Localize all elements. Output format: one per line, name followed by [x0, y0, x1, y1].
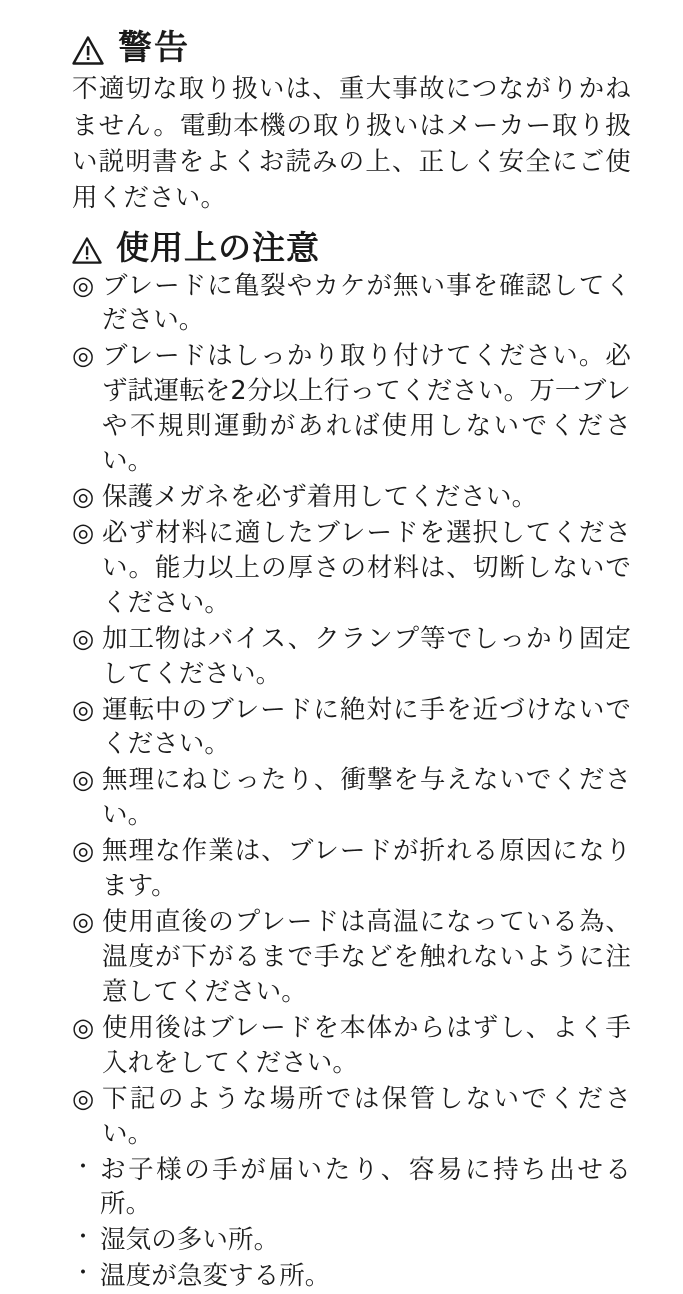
list-item	[72, 1259, 631, 1294]
list-marker: ◎	[72, 834, 94, 869]
list-marker: ◎	[72, 480, 94, 515]
list-marker: ◎	[72, 1082, 94, 1117]
list-item	[72, 1153, 631, 1223]
list-item-text: 使用後はブレードを本体からはずし、よく手入れをしてください。	[102, 1013, 631, 1078]
list-item	[72, 693, 631, 763]
caution-heading	[72, 230, 631, 266]
list-item-text: 加工物はバイス、クランプ等でしっかり固定してください。	[102, 624, 631, 689]
list-marker: ◎	[72, 269, 94, 304]
list-item	[72, 1011, 631, 1081]
warning-triangle-icon	[72, 36, 104, 65]
list-item	[72, 480, 631, 515]
warning-title: 警告	[118, 30, 190, 67]
list-item-text: ブレードに亀裂やカケが無い事を確認してください。	[102, 271, 631, 336]
list-item	[72, 622, 631, 692]
list-item-text: 使用直後のプレードは高温になっている為、温度が下がるまで手などを触れないように注意してください。	[102, 907, 631, 1007]
list-item	[72, 339, 631, 479]
list-item-text: 必ず材料に適したブレードを選択してください。能力以上の厚さの材料は、切断しないでください。	[102, 518, 631, 618]
list-item-text: 運転中のブレードに絶対に手を近づけないでください。	[102, 695, 631, 760]
warning-triangle-icon	[72, 237, 102, 264]
list-marker: ・	[72, 1153, 94, 1183]
list-item	[72, 763, 631, 833]
list-marker: ◎	[72, 693, 94, 728]
list-item	[72, 269, 631, 339]
list-item-text: 無理な作業は、ブレードが折れる原因になります。	[102, 836, 631, 901]
list-item-text: 無理にねじったり、衝撃を与えないでください。	[102, 765, 631, 830]
list-marker: ◎	[72, 516, 94, 551]
list-marker: ◎	[72, 905, 94, 940]
list-item	[72, 1082, 631, 1152]
list-item-text: 湿気の多い所。	[100, 1225, 279, 1255]
list-marker: ◎	[72, 622, 94, 657]
list-item	[72, 516, 631, 621]
list-marker: ・	[72, 1223, 94, 1253]
list-marker: ・	[72, 1259, 94, 1289]
list-marker: ◎	[72, 1011, 94, 1046]
warning-heading	[72, 30, 631, 67]
list-item	[72, 1223, 631, 1258]
list-marker: ◎	[72, 339, 94, 374]
caution-list	[72, 269, 631, 1294]
list-item-text: 下記のような場所では保管しないでください。	[102, 1084, 631, 1149]
list-item-text: お子様の手が届いたり、容易に持ち出せる所。	[100, 1155, 631, 1220]
list-item-text: 保護メガネを必ず着用してください。	[102, 482, 537, 512]
warning-body: 不適切な取り扱いは、重大事故につながりかねません。電動本機の取り扱いはメーカー取り扱い説明書をよくお読みの上、正しく安全にご使用ください。	[72, 71, 631, 216]
list-item-text: ブレードはしっかり取り付けてください。必ず試運転を2分以上行ってください。万一ブレや不規則運動があれば使用しないでください。	[102, 341, 631, 476]
list-item	[72, 905, 631, 1010]
caution-title: 使用上の注意	[116, 230, 320, 266]
list-item-text: 温度が急変する所。	[100, 1261, 330, 1291]
list-item	[72, 834, 631, 904]
list-marker: ◎	[72, 763, 94, 798]
